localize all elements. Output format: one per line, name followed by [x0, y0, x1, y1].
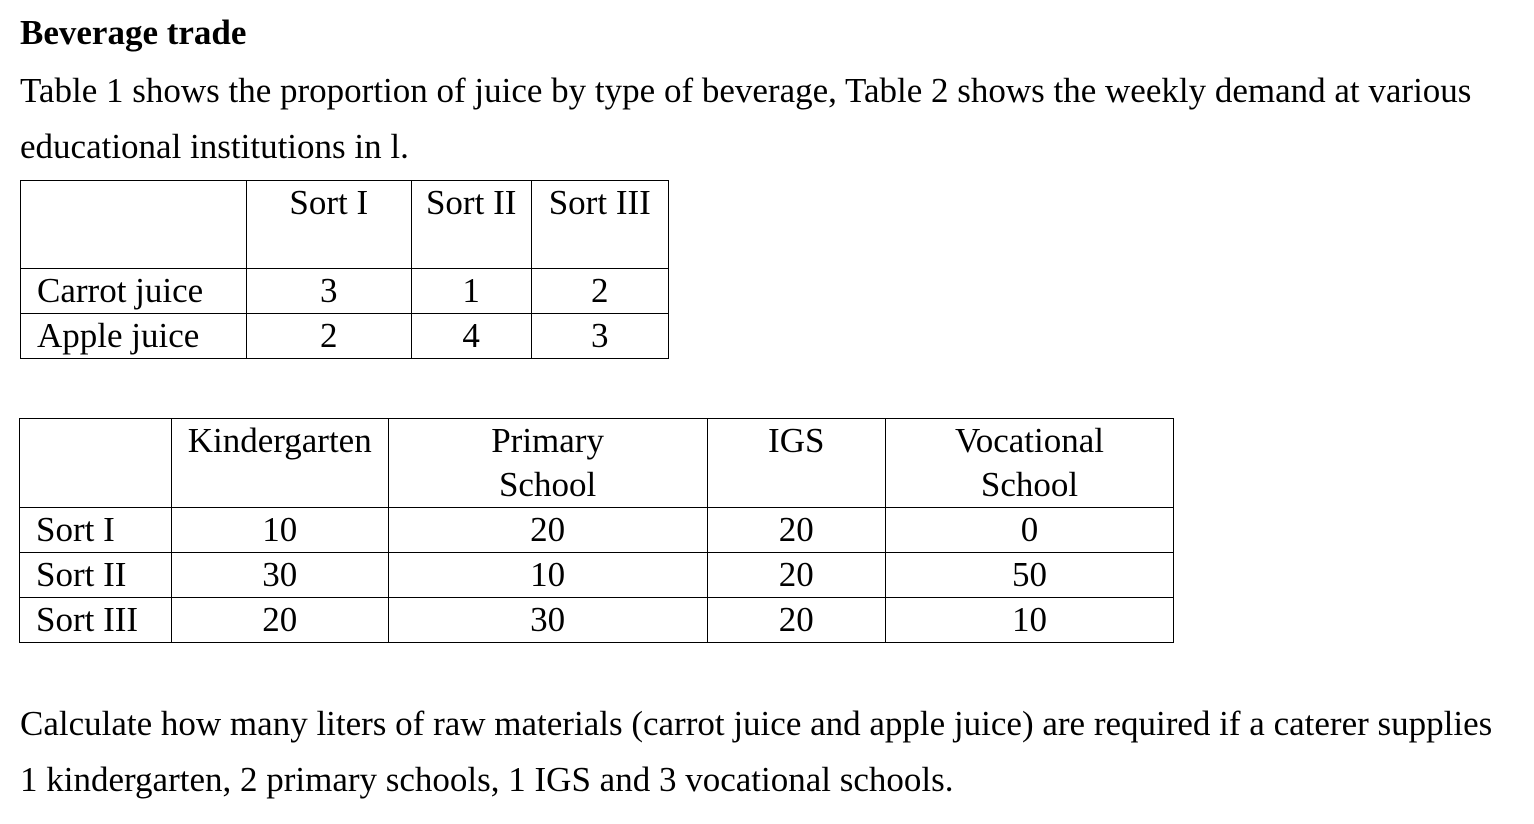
page-title: Beverage trade: [20, 13, 247, 52]
table-cell: 3: [246, 269, 411, 314]
table-cell: 20: [707, 508, 885, 553]
row-label: Carrot juice: [21, 269, 247, 314]
header-cell-vocational-school: Vocational School: [886, 419, 1174, 508]
table-juice-proportion: [20, 180, 669, 359]
table-row: [20, 598, 1174, 643]
header-cell-sort-iii: Sort III: [531, 181, 668, 269]
table-cell: 4: [411, 314, 531, 359]
table-cell: 20: [171, 598, 388, 643]
header-cell-kindergarten: Kindergarten: [171, 419, 388, 508]
table-header-row: [21, 181, 669, 269]
question-paragraph: Calculate how many liters of raw materials (carrot juice and apple juice) are required if a caterer supplies 1 kindergarten, 2 primary schools, 1 IGS and 3 vocational schools.: [20, 704, 1493, 799]
row-label: Sort II: [20, 553, 172, 598]
table-weekly-demand: [19, 418, 1174, 643]
header-cell-primary-school: Primary School: [388, 419, 707, 508]
table-row: [21, 314, 669, 359]
table-cell: 50: [886, 553, 1174, 598]
table-cell: 0: [886, 508, 1174, 553]
header-cell-sort-i: Sort I: [246, 181, 411, 269]
row-label: Sort I: [20, 508, 172, 553]
table-cell: 10: [171, 508, 388, 553]
table-cell: 10: [886, 598, 1174, 643]
row-label: Sort III: [20, 598, 172, 643]
table-cell: 1: [411, 269, 531, 314]
intro-paragraph: Table 1 shows the proportion of juice by type of beverage, Table 2 shows the weekly demand at various educational institutions in l.: [20, 71, 1472, 166]
table-cell: 3: [531, 314, 668, 359]
table-row: [20, 553, 1174, 598]
table-cell: 30: [171, 553, 388, 598]
header-cell-empty: [21, 181, 247, 269]
table-cell: 20: [388, 508, 707, 553]
table-cell: 20: [707, 553, 885, 598]
table-cell: 2: [246, 314, 411, 359]
header-cell-igs: IGS: [707, 419, 885, 508]
table-cell: 30: [388, 598, 707, 643]
table-row: [21, 269, 669, 314]
table-row: [20, 508, 1174, 553]
table-cell: 20: [707, 598, 885, 643]
row-label: Apple juice: [21, 314, 247, 359]
table-cell: 2: [531, 269, 668, 314]
header-cell-empty: [20, 419, 172, 508]
header-cell-sort-ii: Sort II: [411, 181, 531, 269]
table-cell: 10: [388, 553, 707, 598]
table-header-row: [20, 419, 1174, 508]
